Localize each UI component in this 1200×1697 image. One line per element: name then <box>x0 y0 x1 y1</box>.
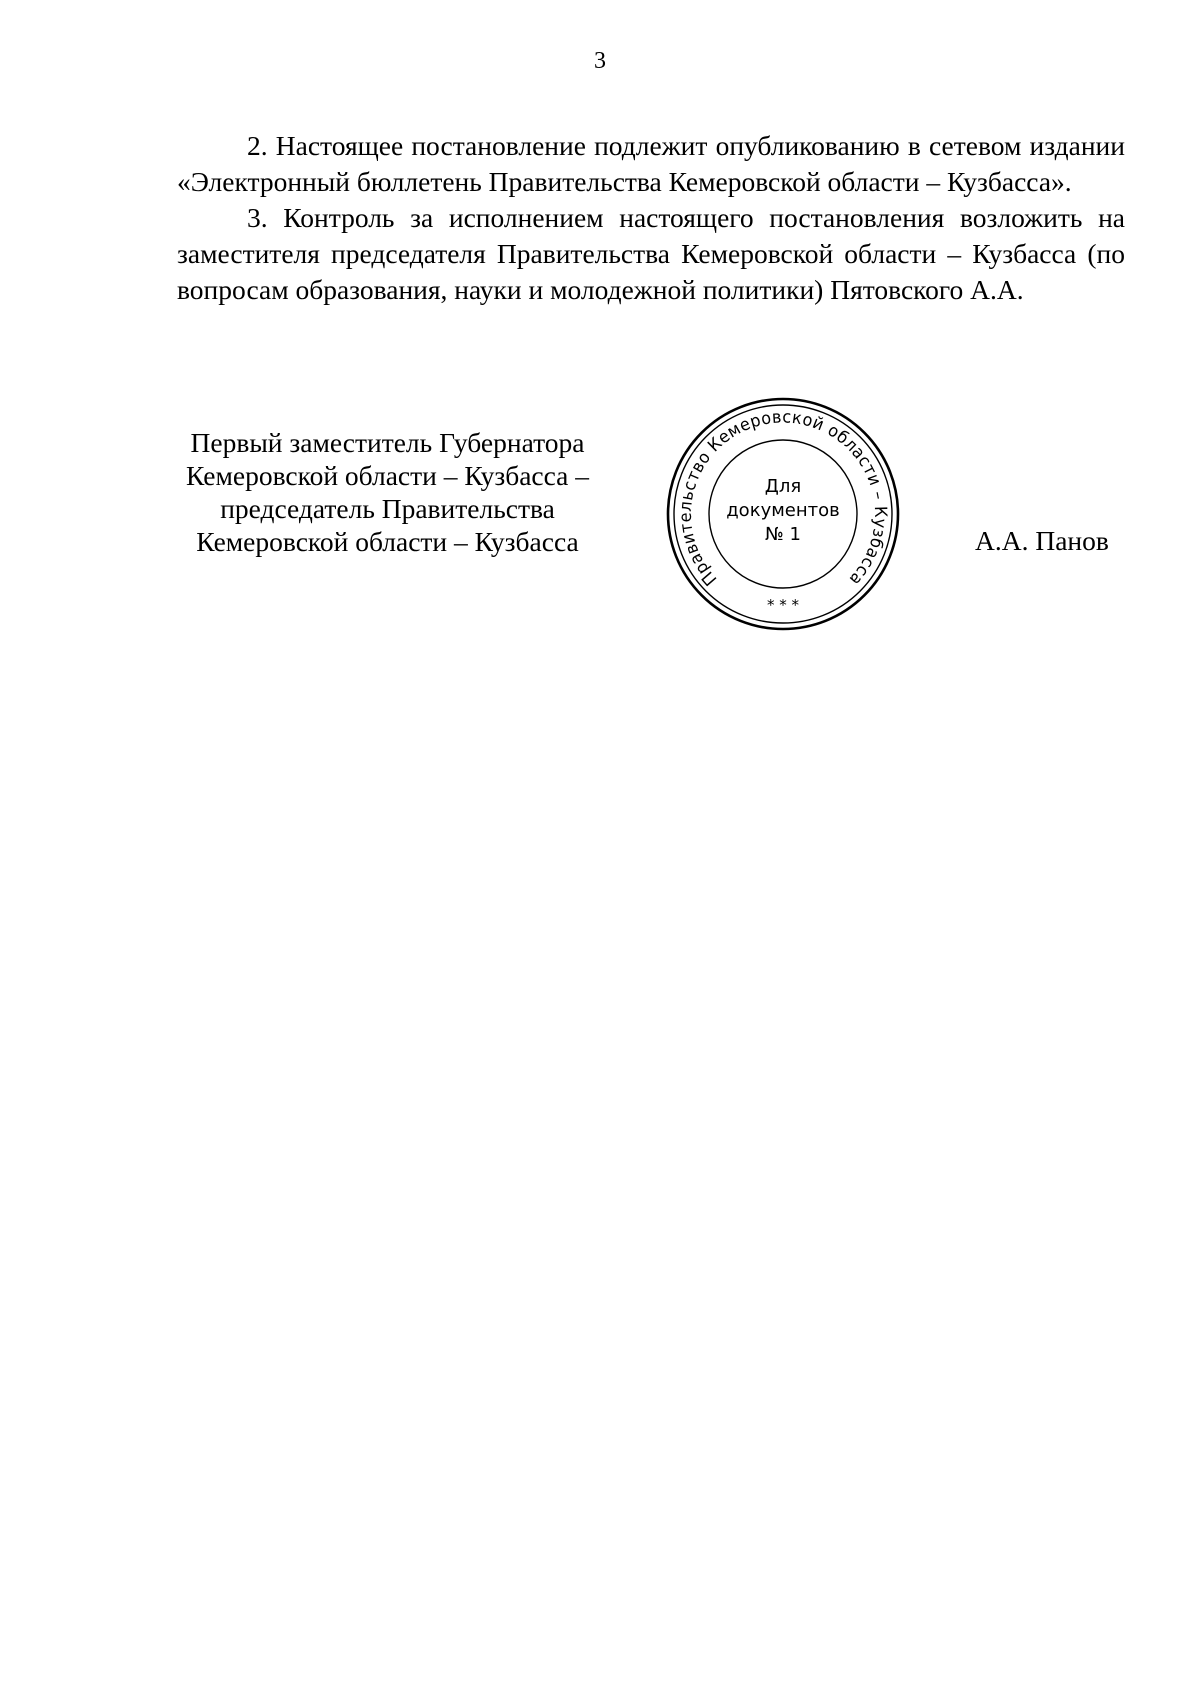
paragraph-publication: 2. Настоящее постановление подлежит опубликованию в сетевом издании «Электронный бюллетень Правительства Кемеровской области – Кузбасса». <box>177 130 1125 197</box>
position-line: Кемеровской области – Кузбасса <box>196 526 579 557</box>
page-number: 3 <box>594 48 606 74</box>
official-seal <box>666 397 900 631</box>
position-line: председатель Правительства <box>220 493 555 524</box>
signer-name: А.А. Панов <box>975 525 1109 556</box>
document-body <box>177 128 1125 308</box>
seal-center-line: № 1 <box>765 524 801 545</box>
signature-position <box>160 426 615 558</box>
seal-stars: * * * <box>766 596 800 614</box>
seal-center-line: документов <box>726 500 840 521</box>
paragraph-control: 3. Контроль за исполнением настоящего постановления возложить на заместителя председателя Правительства Кемеровской области – Кузбасса (по вопросам образования, науки и молодежной политики) Пятовского А.А. <box>177 202 1125 305</box>
position-line: Первый заместитель Губернатора <box>190 427 585 458</box>
seal-ring-text: Правительство Кемеровской области – Кузбасса <box>675 407 891 590</box>
seal-center-line: Для <box>764 476 802 497</box>
position-line: Кемеровской области – Кузбасса – <box>185 460 590 491</box>
